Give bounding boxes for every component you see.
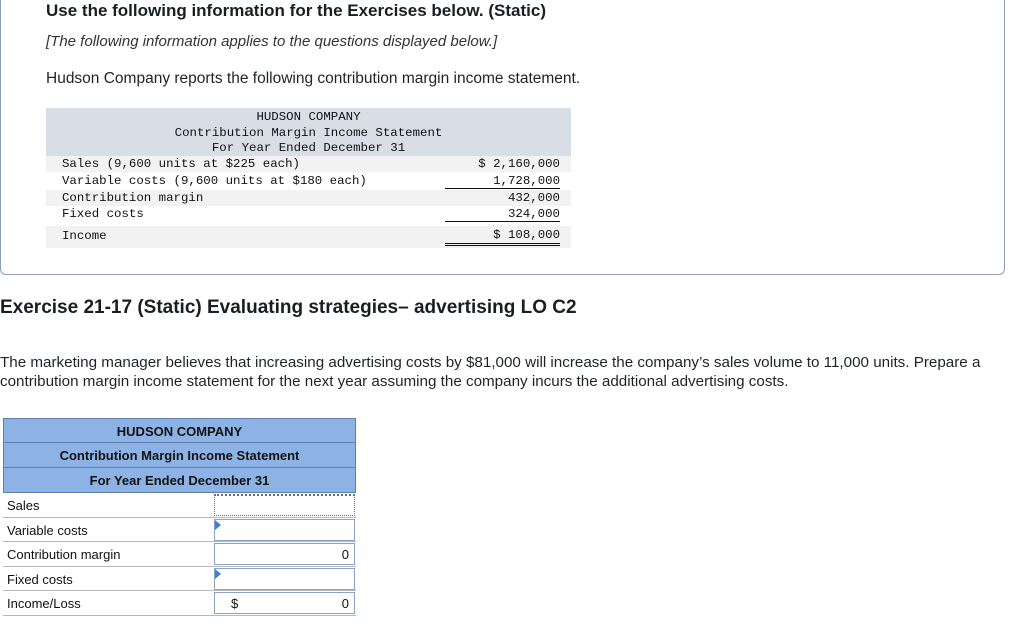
given-row-fixed-costs (46, 206, 571, 222)
given-statement-name: Contribution Margin Income Statement (174, 126, 443, 140)
given-income-statement (46, 108, 571, 250)
answer-row-label: Sales (7, 498, 40, 513)
given-row-amount: 432,000 (507, 191, 560, 205)
sales-amount-input[interactable] (214, 494, 355, 516)
info-subtitle: [The following information applies to the questions displayed below.] (46, 33, 498, 50)
given-row-label: Fixed costs (62, 207, 144, 221)
dollar-sign: $ (231, 596, 239, 611)
variable-costs-amount-input[interactable] (214, 519, 355, 541)
answer-row-income-loss (3, 591, 356, 616)
given-row-contribution-margin (46, 190, 571, 206)
fixed-costs-amount-input[interactable] (214, 568, 355, 590)
answer-company-name: HUDSON COMPANY (3, 418, 356, 443)
answer-row-variable-costs (3, 518, 356, 543)
given-row-label: Sales (9,600 units at $225 each) (62, 157, 300, 171)
given-company-name: HUDSON COMPANY (256, 110, 361, 124)
info-intro: Hudson Company reports the following contribution margin income statement. (46, 70, 581, 87)
given-row-income (46, 226, 571, 248)
exercise-heading: Exercise 21-17 (Static) Evaluating strategies– advertising LO C2 (0, 297, 577, 318)
given-row-amount: $ 2,160,000 (478, 157, 560, 171)
answer-row-label: Income/Loss (7, 596, 81, 611)
cell-value: 0 (341, 547, 349, 562)
contribution-margin-amount (214, 543, 355, 565)
answer-row-label: Fixed costs (7, 571, 73, 587)
given-row-amount: 1,728,000 (445, 174, 560, 189)
input-flag-icon (215, 520, 221, 530)
answer-statement-name: Contribution Margin Income Statement (3, 443, 356, 468)
given-row-label: Variable costs (9,600 units at $180 each) (62, 174, 367, 188)
input-flag-icon (215, 569, 221, 579)
given-row-label: Income (62, 229, 107, 243)
given-period: For Year Ended December 31 (211, 141, 406, 155)
answer-period: For Year Ended December 31 (3, 468, 356, 493)
answer-row-sales (3, 493, 356, 518)
given-row-label: Contribution margin (62, 191, 204, 205)
answer-income-statement (3, 418, 356, 616)
answer-row-label: Variable costs (7, 522, 88, 538)
given-statement-header (46, 108, 571, 156)
given-row-amount: 324,000 (445, 207, 560, 222)
exercise-instructions: The marketing manager believes that increasing advertising costs by $81,000 will increase the company’s sales volume to 11,000 units. Prepare a contribution margin income statement for the next year assuming the company incurs the additional advertising costs. (0, 354, 981, 390)
info-title: Use the following information for the Exercises below. (Static) (46, 1, 546, 20)
answer-row-contribution-margin (3, 542, 356, 567)
given-row-sales (46, 156, 571, 172)
answer-row-label: Contribution margin (7, 547, 121, 562)
given-row-variable-costs (46, 173, 571, 189)
cell-value: 0 (341, 596, 349, 611)
income-loss-amount (214, 592, 355, 614)
answer-row-fixed-costs (3, 567, 356, 592)
given-row-amount: $ 108,000 (445, 228, 560, 246)
